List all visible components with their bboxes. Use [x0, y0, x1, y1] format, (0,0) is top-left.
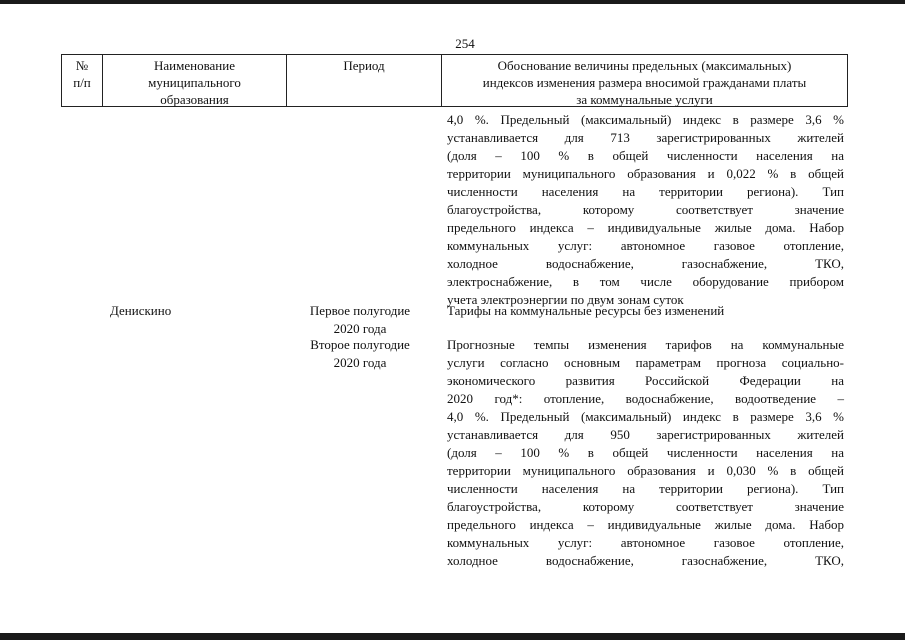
period-first-line2: 2020 года	[333, 321, 387, 336]
period-first-half	[300, 302, 420, 338]
header-municipality-line2: муниципального	[148, 75, 241, 90]
top-scan-border	[0, 0, 905, 4]
forecast-line: предельного индекса – индивидуальные жилые дома. Набор	[447, 517, 844, 532]
municipality-name: Денискино	[110, 303, 172, 318]
forecast-line: территории муниципального образования и 0,030 % в общей	[447, 463, 844, 478]
continued-justification-text	[447, 111, 844, 309]
table-header	[61, 54, 848, 107]
forecast-line: коммунальных услуг: автономное газовое отопление,	[447, 535, 844, 550]
continued-line: 4,0 %. Предельный (максимальный) индекс в размере 3,6 %	[447, 112, 844, 127]
page-number: 254	[455, 36, 475, 51]
period-second-line1: Второе полугодие	[310, 337, 410, 352]
continued-line: электроснабжение, в том числе оборудование прибором	[447, 274, 844, 289]
period-first-line1: Первое полугодие	[309, 303, 411, 318]
forecast-line: (доля – 100 % в общей численности населения на	[447, 445, 844, 460]
period-second-line2: 2020 года	[333, 355, 387, 370]
header-municipality-line3: образования	[160, 92, 229, 107]
period-second-half	[300, 336, 420, 372]
continued-line: предельного индекса – индивидуальные жилые дома. Набор	[447, 220, 844, 235]
continued-line: численности населения на территории региона). Тип	[447, 184, 844, 199]
forecast-line: Прогнозные темпы изменения тарифов на коммунальные	[447, 337, 844, 352]
tariff-note: Тарифы на коммунальные ресурсы без изменений	[447, 303, 725, 318]
header-justification-line3: за коммунальные услуги	[576, 92, 713, 107]
forecast-line: экономического развития Российской Федерации на	[447, 373, 844, 388]
continued-line: устанавливается для 713 зарегистрированных жителей	[447, 130, 844, 145]
forecast-line: численности населения на территории региона). Тип	[447, 481, 844, 496]
header-justification-line1: Обоснование величины предельных (максимальных)	[497, 58, 792, 73]
continued-line: (доля – 100 % в общей численности населения на	[447, 148, 844, 163]
continued-line: учета электроэнергии по двум зонам суток	[447, 292, 684, 307]
forecast-line: благоустройства, которому соответствует значение	[447, 499, 844, 514]
header-cell-number	[62, 55, 103, 106]
header-cell-municipality	[103, 55, 287, 106]
continued-line: благоустройства, которому соответствует значение	[447, 202, 844, 217]
forecast-line: 2020 год*: отопление, водоснабжение, водоотведение –	[447, 391, 844, 406]
header-number-line2: п/п	[73, 75, 91, 90]
forecast-line: 4,0 %. Предельный (максимальный) индекс в размере 3,6 %	[447, 409, 844, 424]
bottom-scan-border	[0, 633, 905, 640]
forecast-line: устанавливается для 950 зарегистрированных жителей	[447, 427, 844, 442]
continued-line: территории муниципального образования и 0,022 % в общей	[447, 166, 844, 181]
header-number-line1: №	[75, 58, 89, 73]
header-cell-period	[287, 55, 442, 106]
forecast-line: холодное водоснабжение, газоснабжение, ТКО,	[447, 553, 844, 568]
continued-line: холодное водоснабжение, газоснабжение, ТКО,	[447, 256, 844, 271]
header-cell-justification	[442, 55, 847, 106]
header-justification-line2: индексов изменения размера вносимой гражданами платы	[482, 75, 807, 90]
header-period-label: Период	[343, 58, 385, 73]
forecast-line: услуги согласно основным параметрам прогноза социально-	[447, 355, 844, 370]
header-municipality-line1: Наименование	[154, 58, 235, 73]
forecast-justification-text	[447, 336, 844, 570]
continued-line: коммунальных услуг: автономное газовое отопление,	[447, 238, 844, 253]
